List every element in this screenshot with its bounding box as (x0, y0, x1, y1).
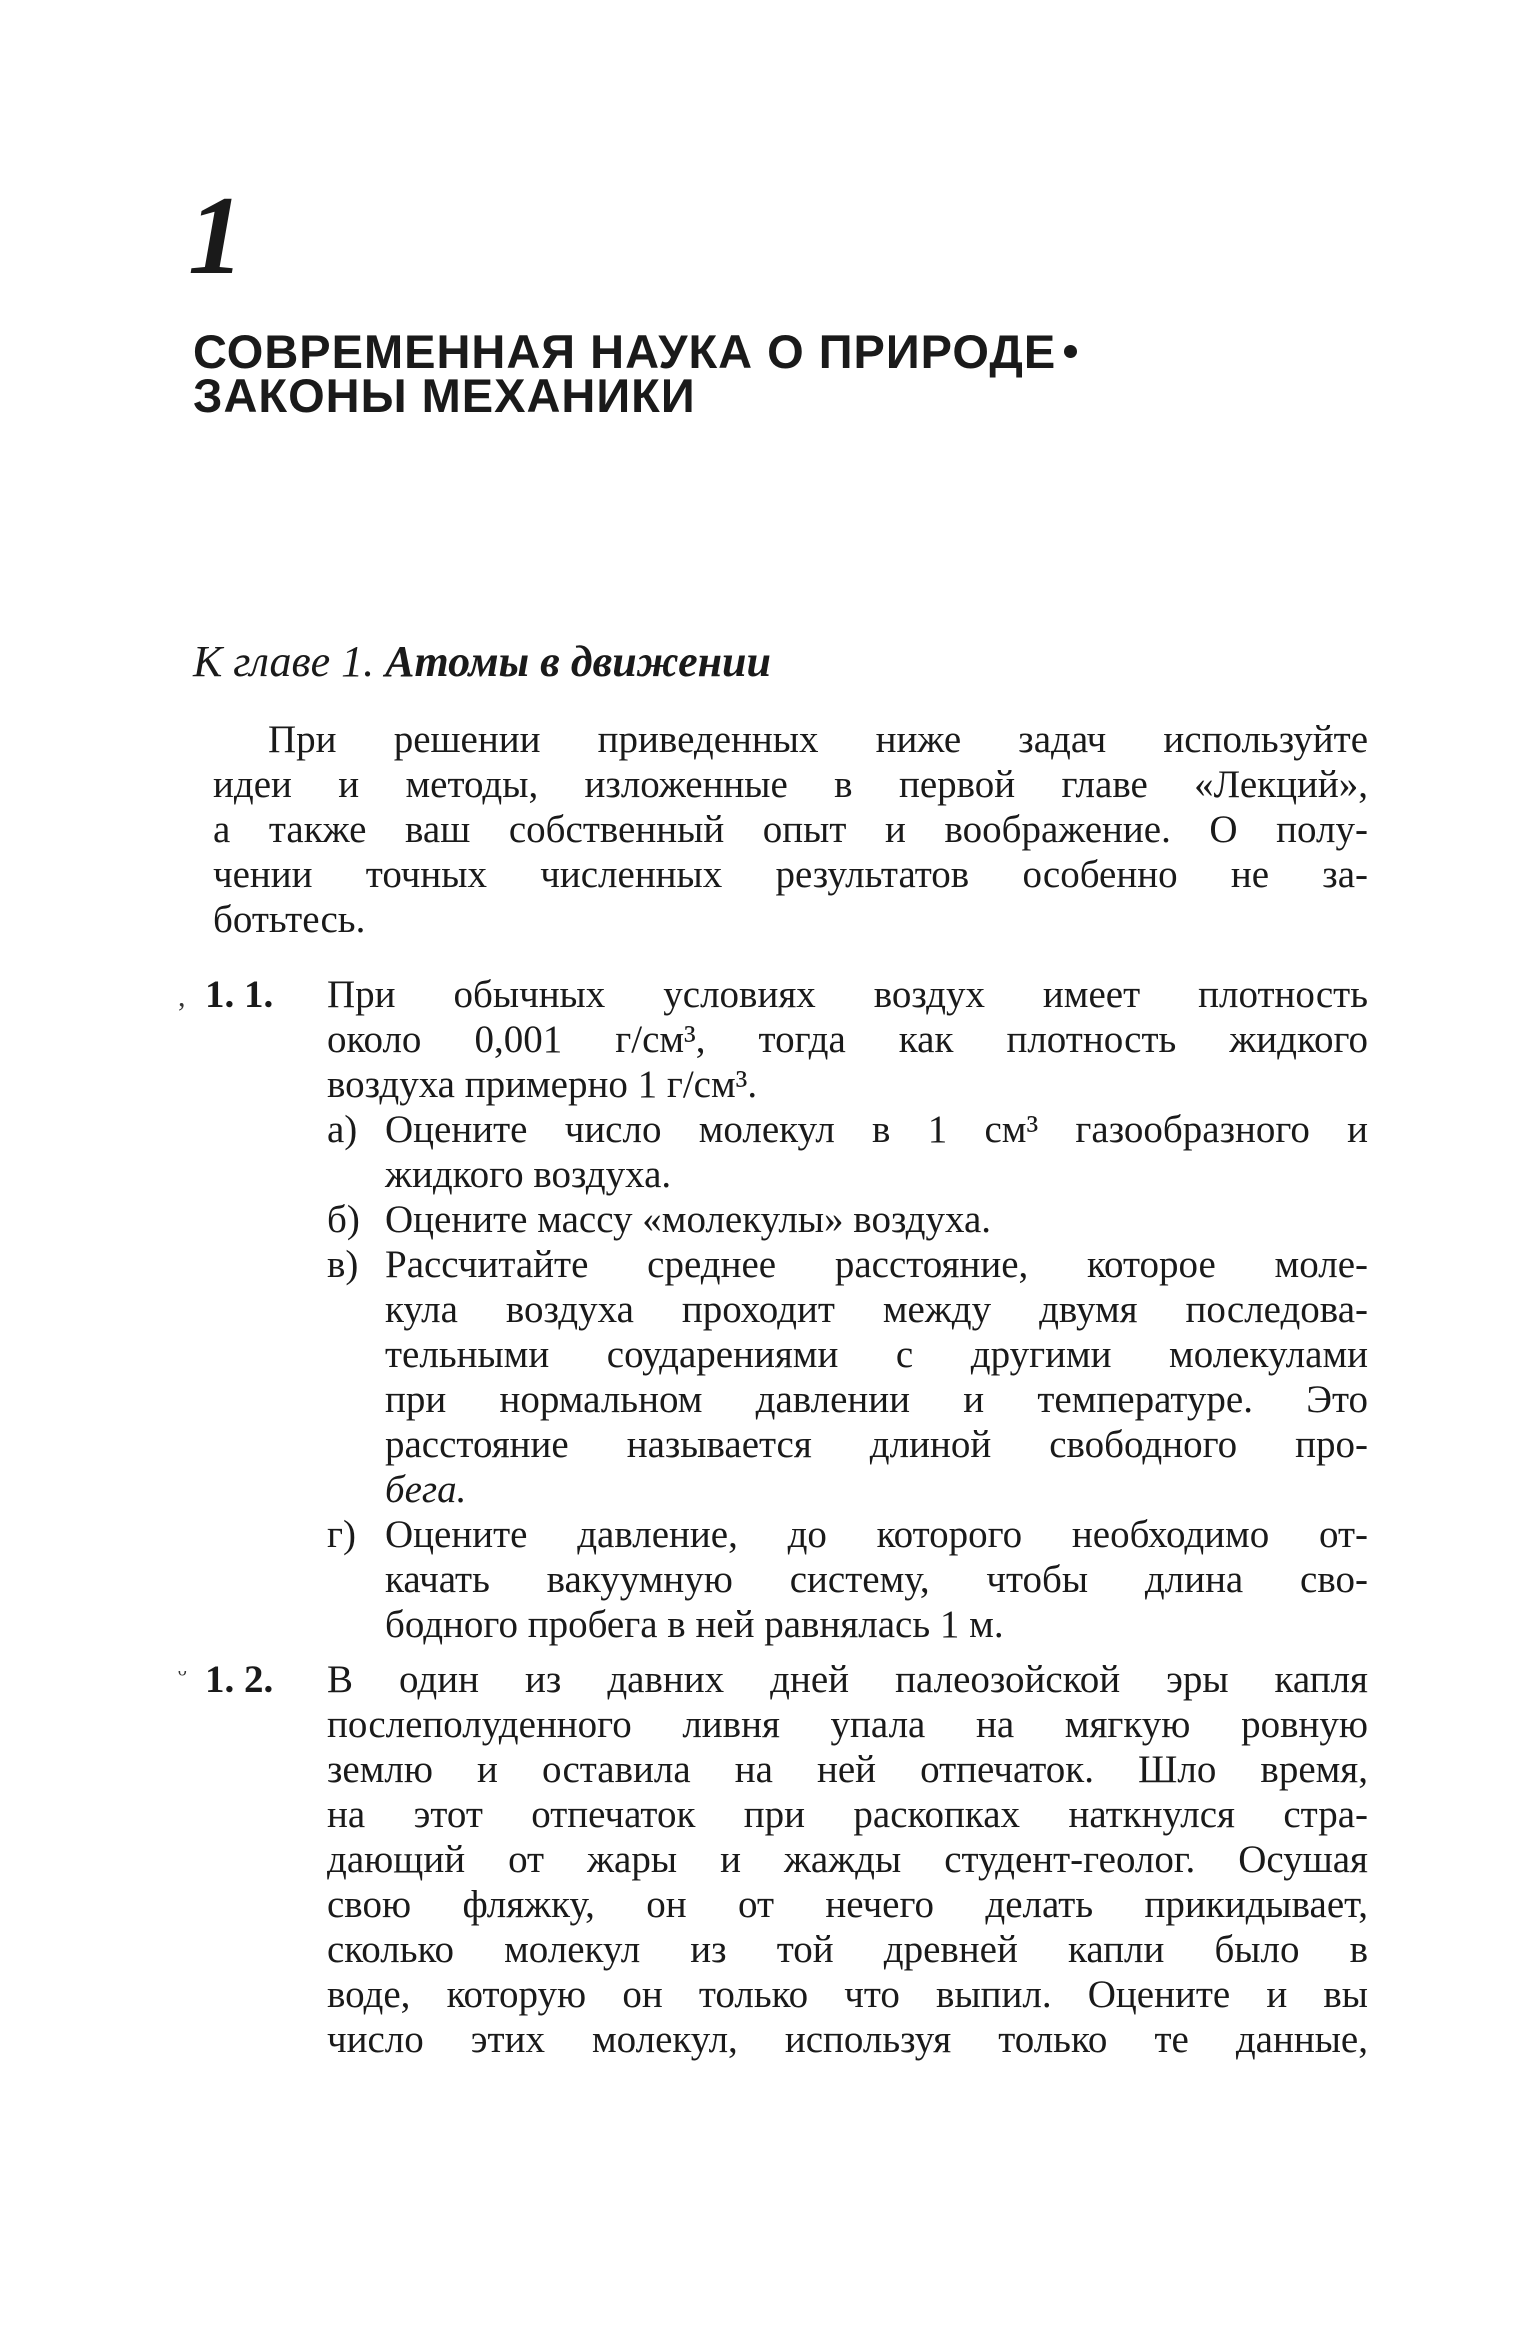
part-line: при нормальном давлении и температуре. Это (385, 1378, 1368, 1421)
chapter-title-line-1: СОВРЕМЕННАЯ НАУКА О ПРИРОДЕ (193, 328, 1077, 375)
problem-line: на этот отпечаток при раскопках наткнулся стра- (327, 1793, 1368, 1836)
problem-line: свою фляжку, он от нечего делать прикидывает, (327, 1883, 1368, 1926)
problem-line: около 0,001 г/см³, тогда как плотность жидкого (327, 1018, 1368, 1061)
intro-line: а также ваш собственный опыт и воображение. О полу- (213, 808, 1368, 851)
part-letter: а) (327, 1108, 358, 1151)
margin-mark: ᵕ (178, 1658, 187, 1691)
problem-line: При обычных условиях воздух имеет плотность (327, 973, 1368, 1016)
problem-number: 1. 1. (205, 973, 274, 1016)
part-line: бега. (385, 1468, 467, 1511)
chapter-title-line-2: ЗАКОНЫ МЕХАНИКИ (193, 369, 696, 422)
part-line: расстояние называется длиной свободного про- (385, 1423, 1368, 1466)
part-line: Оцените число молекул в 1 см³ газообразного и (385, 1108, 1368, 1151)
problem-line: воздуха примерно 1 г/см³. (327, 1063, 758, 1106)
part-line: бодного пробега в ней равнялась 1 м. (385, 1603, 1004, 1646)
part-line: Оцените давление, до которого необходимо от- (385, 1513, 1368, 1556)
intro-line: чении точных численных результатов особенно не за- (213, 853, 1368, 896)
problem-line: дающий от жары и жажды студент-геолог. Осушая (327, 1838, 1368, 1881)
problem-line: число этих молекул, используя только те данные, (327, 2018, 1368, 2061)
section-title (193, 637, 771, 686)
problem-line: сколько молекул из той древней капли было в (327, 1928, 1368, 1971)
problem-line: послеполуденного ливня упала на мягкую ровную (327, 1703, 1368, 1746)
intro-line: ботьтесь. (213, 898, 366, 941)
part-line: Рассчитайте среднее расстояние, которое моле- (385, 1243, 1368, 1286)
part-line: жидкого воздуха. (385, 1153, 672, 1196)
part-line: качать вакуумную систему, чтобы длина сво- (385, 1558, 1368, 1601)
part-letter: г) (327, 1513, 356, 1556)
problem-number: 1. 2. (205, 1658, 274, 1701)
bullet-dot-icon (1064, 345, 1077, 358)
part-line: Оцените массу «молекулы» воздуха. (385, 1198, 992, 1241)
section-name: Атомы в движении (385, 637, 771, 686)
section-prefix: К главе 1. (193, 637, 375, 686)
part-line: тельными соударениями с другими молекулами (385, 1333, 1368, 1376)
problem-line: В один из давних дней палеозойской эры капля (327, 1658, 1368, 1701)
part-letter: б) (327, 1198, 360, 1241)
intro-line: идеи и методы, изложенные в первой главе «Лекций», (213, 763, 1368, 806)
intro-line: При решении приведенных ниже задач используйте (268, 718, 1368, 761)
problem-line: землю и оставила на ней отпечаток. Шло время, (327, 1748, 1368, 1791)
chapter-number: 1 (188, 174, 244, 298)
part-letter: в) (327, 1243, 359, 1286)
problem-line: воде, которую он только что выпил. Оцените и вы (327, 1973, 1368, 2016)
part-line: кула воздуха проходит между двумя последова- (385, 1288, 1368, 1331)
margin-mark: , (178, 980, 186, 1013)
